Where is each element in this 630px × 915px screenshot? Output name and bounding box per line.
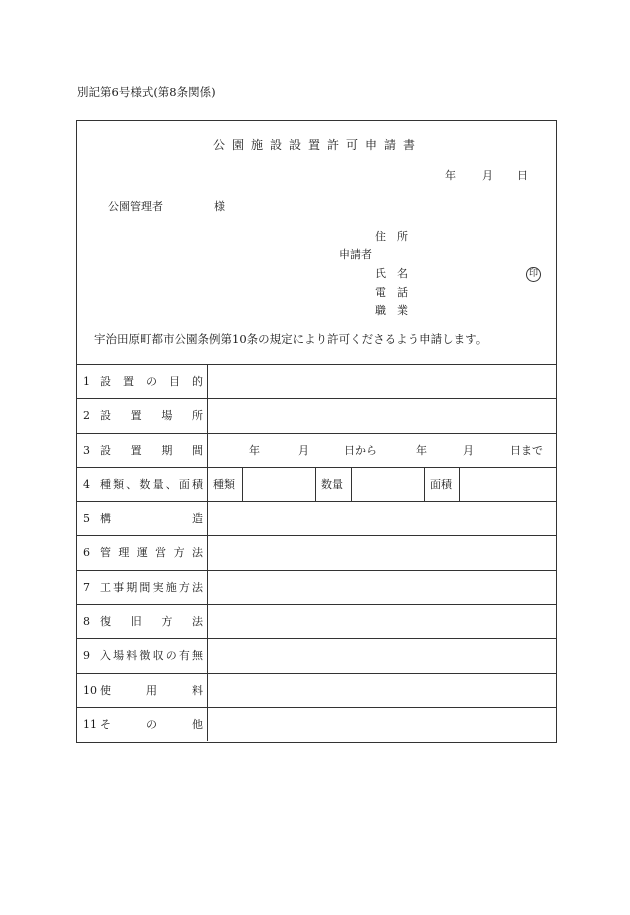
period-end-day: 日まで xyxy=(510,443,543,457)
applicant-name-label: 氏名 xyxy=(375,267,419,280)
period-end-month: 月 xyxy=(463,443,474,457)
table-row xyxy=(76,467,557,501)
row-number: 7 xyxy=(83,580,90,594)
applicant-label: 申請者 xyxy=(339,248,372,261)
row-label-cell xyxy=(76,536,208,569)
application-form xyxy=(76,120,557,743)
row-label: 構 造 xyxy=(100,512,203,526)
period-end-year: 年 xyxy=(416,443,427,457)
date-day: 日 xyxy=(517,169,528,182)
date-month: 月 xyxy=(482,169,493,182)
row-label: 復 旧 方 法 xyxy=(100,615,203,629)
period-start-day: 日から xyxy=(344,443,377,457)
seal-mark: 印 xyxy=(526,267,541,282)
cell-divider xyxy=(315,468,316,501)
row-label-cell xyxy=(76,468,208,501)
table-row xyxy=(76,433,557,467)
table-row xyxy=(76,501,557,535)
table-row xyxy=(76,364,557,398)
row-number: 9 xyxy=(83,649,90,663)
row-label: 管 理 運 営 方 法 xyxy=(100,546,203,560)
table-row xyxy=(76,638,557,672)
quantity-label: 数量 xyxy=(321,477,343,491)
form-title: 公園施設設置許可申請書 xyxy=(212,138,422,152)
table-row xyxy=(76,604,557,638)
row-label: 種 類 、 数 量 、 面 積 xyxy=(100,477,203,491)
form-number-label: 別記第6号様式(第8条関係) xyxy=(77,85,216,99)
application-statement: 宇治田原町都市公園条例第10条の規定により許可くださるよう申請します。 xyxy=(94,332,488,346)
area-label: 面積 xyxy=(430,477,452,491)
row-label: 設 置 期 間 xyxy=(100,443,203,457)
row-label: 工 事 期 間 実 施 方 法 xyxy=(100,580,203,594)
table-row xyxy=(76,570,557,604)
period-start-month: 月 xyxy=(298,443,309,457)
row-number: 10 xyxy=(83,683,97,697)
row-label-cell xyxy=(76,365,208,398)
row-label-cell xyxy=(76,639,208,672)
row-label-cell xyxy=(76,674,208,707)
period-start-year: 年 xyxy=(249,443,260,457)
cell-divider xyxy=(242,468,243,501)
kind-label: 種類 xyxy=(213,477,235,491)
row-label: 使 用 料 xyxy=(100,683,203,697)
row-number: 4 xyxy=(83,477,90,491)
row-number: 2 xyxy=(83,409,90,423)
row-number: 3 xyxy=(83,443,90,457)
row-number: 5 xyxy=(83,512,90,526)
table-row xyxy=(76,707,557,741)
applicant-occupation-label: 職業 xyxy=(375,304,419,317)
addressee-label: 公園管理者 xyxy=(108,200,163,213)
cell-divider xyxy=(351,468,352,501)
applicant-phone-label: 電話 xyxy=(375,286,419,299)
cell-divider xyxy=(459,468,460,501)
row-label-cell xyxy=(76,399,208,432)
cell-divider xyxy=(424,468,425,501)
row-number: 11 xyxy=(83,717,97,731)
row-label: 設 置 場 所 xyxy=(100,409,203,423)
table-row xyxy=(76,398,557,432)
date-year: 年 xyxy=(445,169,456,182)
row-label-cell xyxy=(76,605,208,638)
row-label-cell xyxy=(76,434,208,467)
row-label: 設 置 の 目 的 xyxy=(100,375,203,388)
row-number: 8 xyxy=(83,615,90,629)
table-row xyxy=(76,673,557,707)
row-label-cell xyxy=(76,502,208,535)
row-label-cell xyxy=(76,571,208,604)
form-table xyxy=(76,364,557,741)
row-label: 入 場 料 徴 収 の 有 無 xyxy=(100,649,203,663)
row-number: 6 xyxy=(83,546,90,560)
table-row xyxy=(76,535,557,569)
row-label: そ の 他 xyxy=(100,717,203,731)
addressee-honorific: 様 xyxy=(214,200,225,213)
applicant-address-label: 住所 xyxy=(375,230,419,243)
row-label-cell xyxy=(76,708,208,741)
row-number: 1 xyxy=(83,375,90,388)
